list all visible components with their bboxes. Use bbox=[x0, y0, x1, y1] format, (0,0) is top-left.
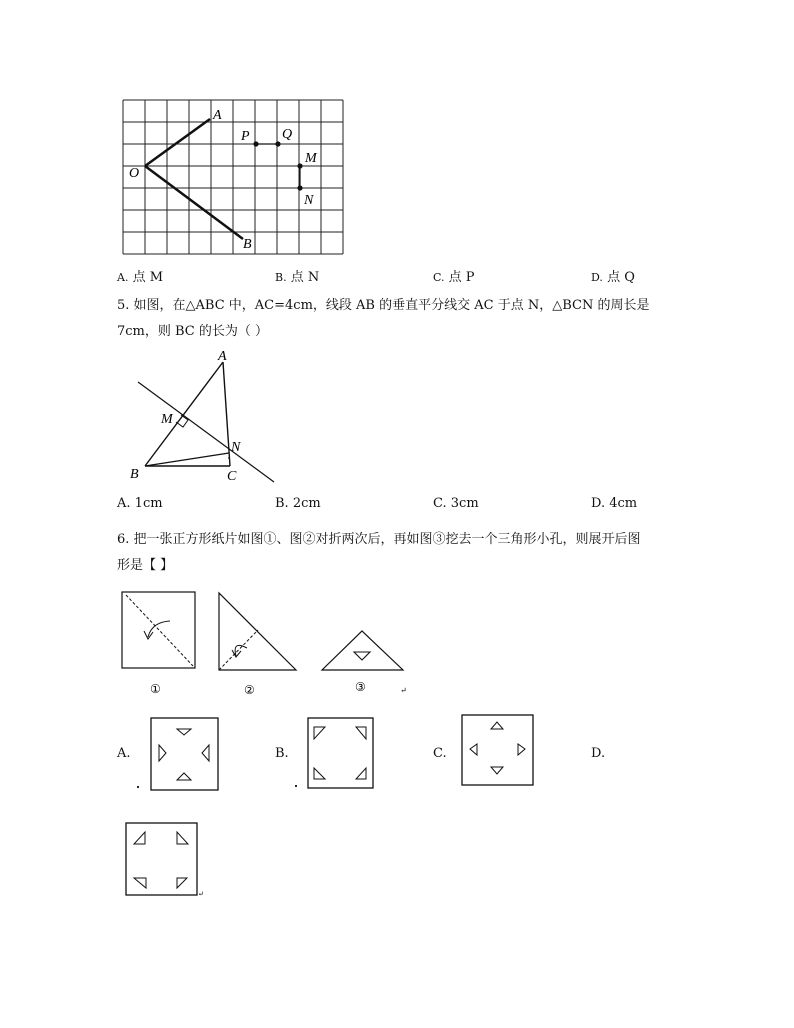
label-m: M bbox=[161, 412, 173, 427]
fold-step-1 bbox=[122, 592, 195, 668]
option-letter: A. bbox=[117, 496, 131, 511]
fold-step-3 bbox=[322, 631, 403, 670]
point-p bbox=[253, 141, 258, 146]
q5-option-b[interactable] bbox=[275, 494, 321, 514]
label-a: A bbox=[218, 349, 227, 364]
q5-stem-line1: 5. 如图，在△ABC 中，AC=4cm，线段 AB 的垂直平分线交 AC 于点 N，△BCN 的周长是 bbox=[117, 298, 650, 313]
label-n: N bbox=[231, 440, 241, 455]
option-text: 1cm bbox=[134, 496, 163, 511]
label-m: M bbox=[305, 151, 317, 166]
q4-option-b[interactable] bbox=[275, 268, 319, 288]
label-p: P bbox=[241, 129, 250, 144]
dot-a bbox=[137, 786, 139, 788]
segment-oa bbox=[145, 119, 210, 166]
option-text: 4cm bbox=[609, 496, 638, 511]
q4-option-a[interactable] bbox=[117, 268, 163, 288]
q4-option-c[interactable] bbox=[433, 268, 475, 288]
q6-option-b-figure[interactable] bbox=[308, 718, 373, 788]
label-b: B bbox=[243, 237, 252, 252]
q4-grid-svg bbox=[0, 0, 794, 270]
q5-option-d[interactable] bbox=[591, 494, 637, 514]
q5-stem-line2: 7cm，则 BC 的长为（ ） bbox=[117, 324, 269, 339]
segment-bn bbox=[145, 453, 229, 466]
dot-b bbox=[295, 785, 297, 787]
option-text: 3cm bbox=[450, 496, 479, 511]
label-a: A bbox=[213, 108, 222, 123]
option-letter: D. bbox=[591, 271, 603, 284]
label-c: C bbox=[227, 469, 237, 484]
caption-1: ① bbox=[150, 682, 161, 696]
option-letter: C. bbox=[433, 271, 445, 284]
label-n: N bbox=[304, 193, 314, 208]
option-text: 点 N bbox=[290, 270, 320, 285]
q6-option-d-figure[interactable] bbox=[126, 823, 204, 898]
q4-option-d[interactable] bbox=[591, 268, 635, 288]
svg-text:↵: ↵ bbox=[198, 890, 204, 898]
option-letter: B. bbox=[275, 496, 289, 511]
side-ab bbox=[145, 362, 223, 466]
option-text: 点 P bbox=[448, 270, 475, 285]
option-text: 点 M bbox=[132, 270, 164, 285]
q6-option-b-label[interactable]: B. bbox=[275, 746, 289, 761]
option-letter: B. bbox=[275, 271, 287, 284]
q6-option-c-label[interactable]: C. bbox=[433, 746, 447, 761]
q6-folding-figures bbox=[0, 585, 794, 905]
q5-option-c[interactable] bbox=[433, 494, 479, 514]
return-mark: ↵ bbox=[400, 686, 407, 695]
q6-stem-line1: 6. 把一张正方形纸片如图①、图②对折两次后，再如图③挖去一个三角形小孔，则展开后图 bbox=[117, 532, 641, 547]
q6-option-c-figure[interactable] bbox=[462, 715, 533, 785]
q6-option-a-label[interactable]: A. bbox=[117, 746, 131, 761]
label-q: Q bbox=[282, 127, 293, 142]
side-ac bbox=[223, 362, 230, 466]
perpendicular-bisector bbox=[138, 382, 274, 482]
segment-ob bbox=[145, 166, 243, 239]
caption-3: ③ bbox=[355, 680, 366, 694]
q6-stem-line2: 形是【 】 bbox=[117, 558, 174, 573]
point-q bbox=[275, 141, 280, 146]
label-o: O bbox=[129, 166, 140, 181]
label-b: B bbox=[130, 467, 139, 482]
q5-option-a[interactable] bbox=[117, 494, 163, 514]
q6-option-a-figure[interactable] bbox=[151, 718, 218, 790]
q6-option-d-label[interactable]: D. bbox=[591, 746, 606, 761]
caption-2: ② bbox=[244, 683, 255, 697]
option-text: 点 Q bbox=[607, 270, 635, 285]
point-n bbox=[297, 185, 302, 190]
option-letter: D. bbox=[591, 496, 606, 511]
fold-step-2 bbox=[219, 593, 296, 670]
option-letter: C. bbox=[433, 496, 447, 511]
q5-triangle-figure bbox=[0, 345, 794, 485]
option-text: 2cm bbox=[292, 496, 321, 511]
point-m bbox=[297, 163, 302, 168]
option-letter: A. bbox=[117, 271, 129, 284]
